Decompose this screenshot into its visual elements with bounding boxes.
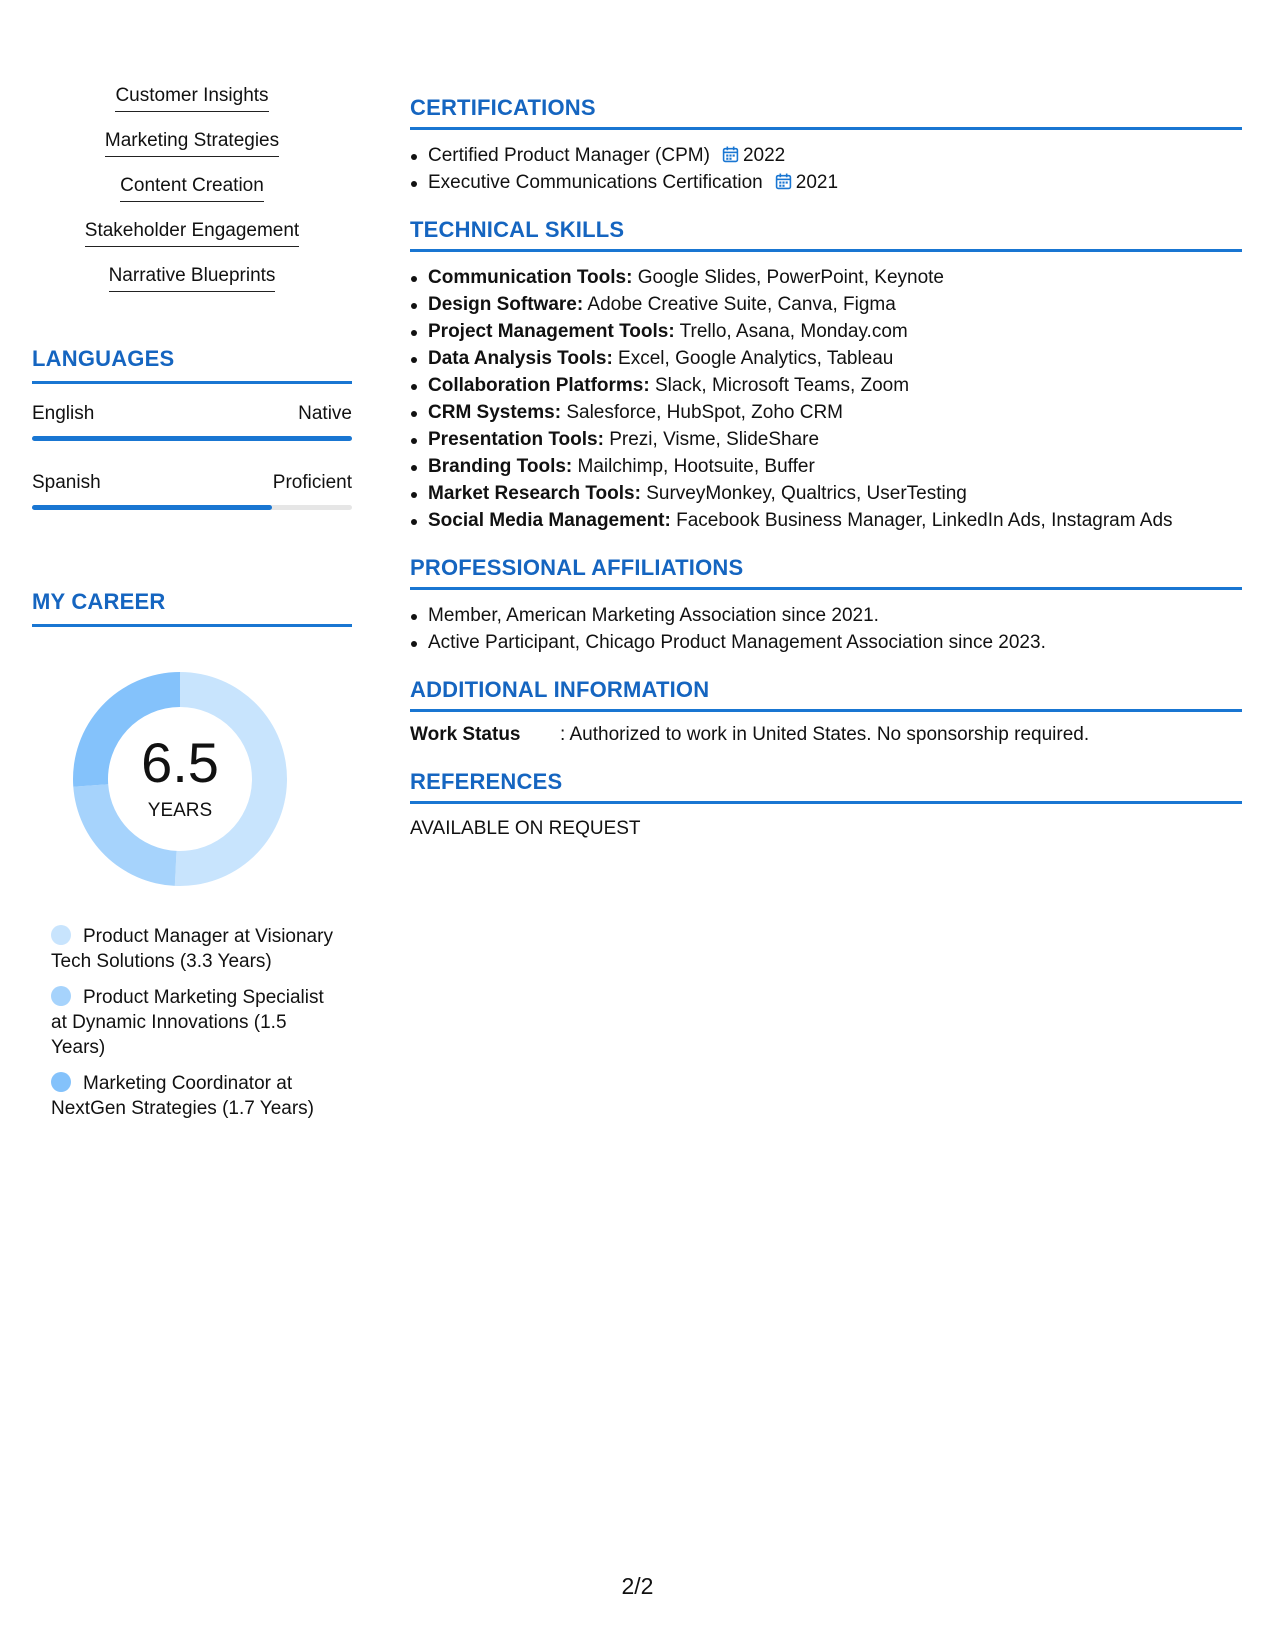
section-divider xyxy=(32,624,352,627)
career-donut-chart xyxy=(62,661,298,897)
tech-skill-value: Facebook Business Manager, LinkedIn Ads, Instagram Ads xyxy=(670,510,1173,531)
tech-skill-value: SurveyMonkey, Qualtrics, UserTesting xyxy=(640,483,967,504)
tech-skill-label: Project Management Tools: xyxy=(428,321,675,342)
technical-skills-title: TECHNICAL SKILLS xyxy=(410,217,625,242)
tech-skill-label: Data Analysis Tools: xyxy=(428,348,613,369)
legend-item xyxy=(51,924,341,974)
technical-skills-list xyxy=(410,264,1242,534)
tech-skill-value: Prezi, Visme, SlideShare xyxy=(603,429,820,450)
career-total-unit: YEARS xyxy=(147,800,213,821)
language-name: English xyxy=(32,403,95,424)
tech-skill-value: Mailchimp, Hootsuite, Buffer xyxy=(572,456,815,477)
skill-label: Narrative Blueprints xyxy=(109,264,276,292)
tech-skill-label: Collaboration Platforms: xyxy=(428,375,650,396)
legend-item xyxy=(51,1071,341,1121)
language-level: Proficient xyxy=(272,472,352,493)
skill-label: Marketing Strategies xyxy=(105,129,279,157)
tech-skill-label: CRM Systems: xyxy=(428,402,562,423)
tech-skill-value: Slack, Microsoft Teams, Zoom xyxy=(649,375,910,396)
language-name: Spanish xyxy=(32,472,101,493)
tech-skill-label: Presentation Tools: xyxy=(428,429,604,450)
certifications-title: CERTIFICATIONS xyxy=(410,95,596,120)
section-divider xyxy=(410,587,1242,590)
affiliations-section xyxy=(410,554,1242,656)
technical-skills-section xyxy=(410,216,1242,534)
affiliations-list xyxy=(410,602,1242,656)
left-column xyxy=(32,84,352,309)
tech-skill-item xyxy=(410,318,1242,345)
certification-year: 2022 xyxy=(742,145,786,166)
legend-label: Product Marketing Specialist at Dynamic Innovations (1.5 Years) xyxy=(51,987,324,1058)
tech-skill-label: Market Research Tools: xyxy=(428,483,641,504)
skill-item xyxy=(32,84,352,129)
language-row-english xyxy=(32,402,352,441)
legend-label: Marketing Coordinator at NextGen Strategies (1.7 Years) xyxy=(51,1073,314,1119)
tech-skill-value: Google Slides, PowerPoint, Keynote xyxy=(632,267,944,288)
section-divider xyxy=(32,381,352,384)
legend-label: Product Manager at Visionary Tech Solutions (3.3 Years) xyxy=(51,926,333,972)
skill-label: Content Creation xyxy=(120,174,264,202)
tech-skill-item xyxy=(410,399,1242,426)
tech-skill-label: Branding Tools: xyxy=(428,456,573,477)
core-skills-list xyxy=(32,84,352,309)
certification-name: Certified Product Manager (CPM) xyxy=(428,145,710,166)
tech-skill-item xyxy=(410,264,1242,291)
tech-skill-label: Communication Tools: xyxy=(428,267,633,288)
additional-info-section xyxy=(410,676,1242,748)
work-status-row xyxy=(410,722,1242,748)
certifications-section xyxy=(410,94,1242,196)
certifications-list xyxy=(410,142,1242,196)
section-divider xyxy=(410,249,1242,252)
certification-item xyxy=(410,142,1242,169)
certification-item xyxy=(410,169,1242,196)
skill-item xyxy=(32,129,352,174)
affiliation-item: Member, American Marketing Association since 2021. xyxy=(410,602,1242,629)
skill-item xyxy=(32,174,352,219)
tech-skill-value: Salesforce, HubSpot, Zoho CRM xyxy=(561,402,844,423)
section-divider xyxy=(410,801,1242,804)
skill-label: Stakeholder Engagement xyxy=(85,219,299,247)
tech-skill-label: Social Media Management: xyxy=(428,510,671,531)
languages-section-header xyxy=(32,345,352,384)
skill-item xyxy=(32,264,352,309)
certification-year: 2021 xyxy=(795,172,839,193)
work-status-value: : Authorized to work in United States. No sponsorship required. xyxy=(560,724,1090,745)
tech-skill-item xyxy=(410,507,1242,534)
calendar-icon xyxy=(775,173,792,190)
career-title: MY CAREER xyxy=(32,589,166,614)
tech-skill-item xyxy=(410,453,1242,480)
language-proficiency-fill xyxy=(32,505,272,510)
tech-skill-item xyxy=(410,372,1242,399)
language-proficiency-bar xyxy=(32,436,352,441)
references-text: AVAILABLE ON REQUEST xyxy=(410,818,641,839)
tech-skill-value: Excel, Google Analytics, Tableau xyxy=(612,348,894,369)
additional-info-title: ADDITIONAL INFORMATION xyxy=(410,677,710,702)
skill-item xyxy=(32,219,352,264)
affiliation-item: Active Participant, Chicago Product Management Association since 2023. xyxy=(410,629,1242,656)
certification-name: Executive Communications Certification xyxy=(428,172,763,193)
references-title: REFERENCES xyxy=(410,769,563,794)
legend-dot xyxy=(51,925,71,945)
legend-dot xyxy=(51,986,71,1006)
career-section-header xyxy=(32,588,352,627)
legend-item xyxy=(51,985,341,1060)
section-divider xyxy=(410,709,1242,712)
page-number: 2/2 xyxy=(621,1573,654,1599)
donut-center xyxy=(62,661,298,897)
language-proficiency-bar xyxy=(32,505,352,510)
tech-skill-item xyxy=(410,291,1242,318)
section-divider xyxy=(410,127,1242,130)
calendar-icon xyxy=(722,146,739,163)
language-level: Native xyxy=(298,403,352,424)
tech-skill-item xyxy=(410,345,1242,372)
legend-dot xyxy=(51,1072,71,1092)
career-total-years: 6.5 xyxy=(141,731,219,794)
tech-skill-item xyxy=(410,480,1242,507)
references-section xyxy=(410,768,1242,842)
work-status-label: Work Status xyxy=(410,724,521,745)
career-legend xyxy=(51,924,341,1132)
right-column xyxy=(410,94,1242,862)
skill-label: Customer Insights xyxy=(115,84,268,112)
language-proficiency-fill xyxy=(32,436,352,441)
language-row-spanish xyxy=(32,471,352,510)
tech-skill-value: Adobe Creative Suite, Canva, Figma xyxy=(583,294,896,315)
tech-skill-label: Design Software: xyxy=(428,294,584,315)
affiliations-title: PROFESSIONAL AFFILIATIONS xyxy=(410,555,744,580)
languages-title: LANGUAGES xyxy=(32,346,175,371)
tech-skill-item xyxy=(410,426,1242,453)
tech-skill-value: Trello, Asana, Monday.com xyxy=(674,321,908,342)
